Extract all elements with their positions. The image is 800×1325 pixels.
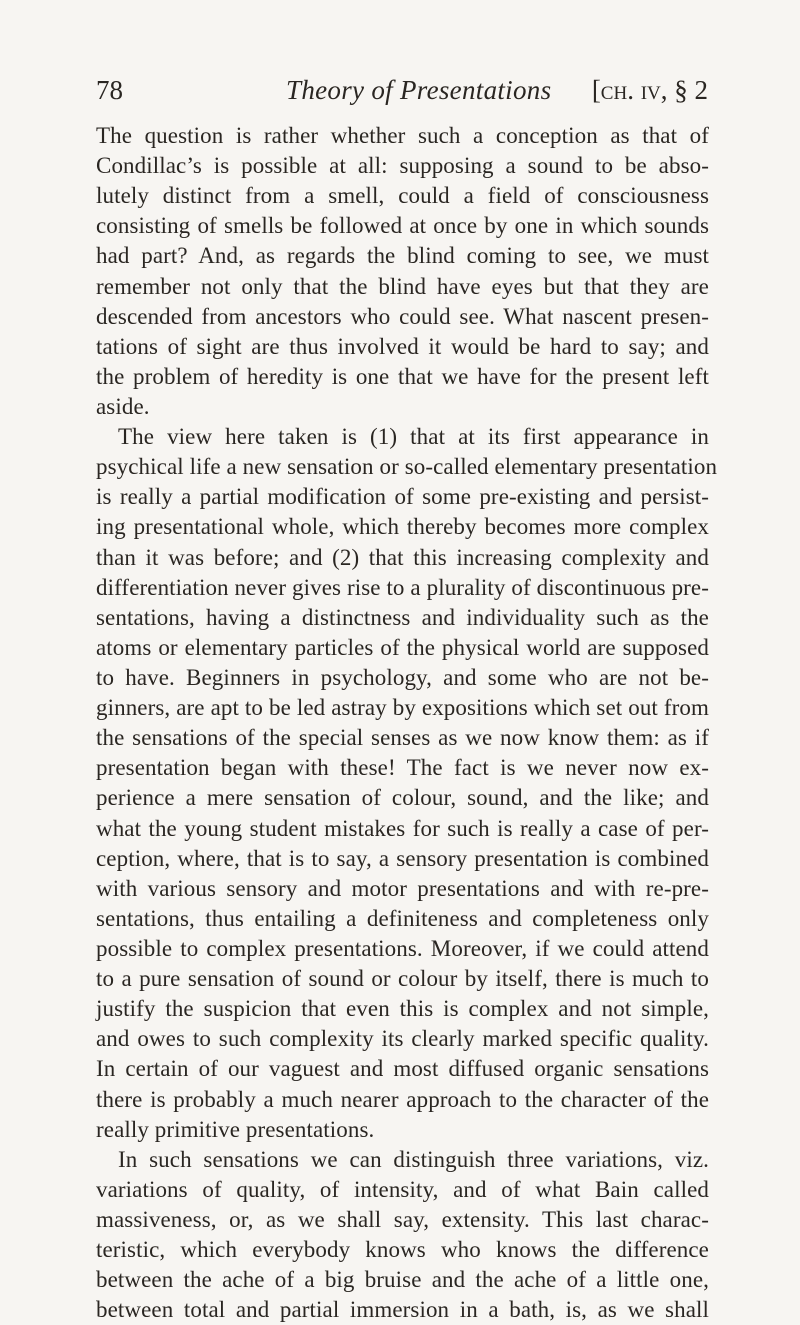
text-line: The question is rather whether such a conception as that of — [96, 123, 709, 148]
text-line: to a pure sensation of sound or colour by itself, there is much to — [96, 966, 709, 992]
text-line: descended from ancestors who could see. What nascent presen- — [96, 303, 709, 329]
running-header — [96, 70, 708, 110]
text-line: with various sensory and motor presentations and with re-pre- — [96, 875, 709, 901]
text-line: differentiation never gives rise to a plurality of discontinuous pre- — [96, 574, 709, 600]
text-line: what the young student mistakes for such is really a case of per- — [96, 815, 709, 841]
text-line: the problem of heredity is one that we have for the present left — [96, 363, 709, 389]
text-line: to have. Beginners in psychology, and some who are not be- — [96, 664, 709, 690]
text-line: variations of quality, of intensity, and of what Bain called — [96, 1176, 709, 1202]
text-line: aside. — [96, 393, 150, 419]
text-line: psychical life a new sensation or so-called elementary presentation — [96, 454, 718, 480]
text-line: perience a mere sensation of colour, sound, and the like; and — [96, 785, 709, 811]
text-line: had part? And, as regards the blind coming to see, we must — [96, 243, 709, 269]
text-line: massiveness, or, as we shall say, extensity. This last charac- — [96, 1206, 709, 1232]
text-line: Condillac’s is possible at all: supposing a sound to be abso- — [96, 153, 709, 179]
text-line: sentations, thus entailing a definiteness and completeness only — [96, 905, 709, 931]
chapter-reference: [ch. iv, § 2 — [591, 75, 708, 105]
text-line: In such sensations we can distinguish three variations, viz. — [118, 1146, 709, 1172]
text-line: really primitive presentations. — [96, 1116, 375, 1142]
running-title: Theory of Presentations — [286, 75, 552, 105]
text-line: consisting of smells be followed at once by one in which sounds — [96, 213, 709, 239]
text-line: tations of sight are thus involved it would be hard to say; and — [96, 333, 709, 359]
text-line: ception, where, that is to say, a sensory presentation is combined — [96, 845, 709, 871]
text-line: sentations, having a distinctness and individuality such as the — [96, 604, 709, 630]
text-line: The view here taken is (1) that at its first appearance in — [118, 424, 709, 450]
text-line: between total and partial immersion in a bath, is, as we shall — [96, 1297, 709, 1323]
text-line: possible to complex presentations. Moreover, if we could attend — [96, 935, 709, 961]
text-line: there is probably a much nearer approach to the character of the — [96, 1086, 709, 1112]
text-line: remember not only that the blind have eyes but that they are — [96, 273, 709, 299]
text-line: justify the suspicion that even this is complex and not simple, — [96, 996, 709, 1022]
text-line: between the ache of a big bruise and the ache of a little one, — [96, 1267, 709, 1293]
text-line: ing presentational whole, which thereby becomes more complex — [96, 514, 709, 540]
text-line: than it was before; and (2) that this increasing complexity and — [96, 544, 709, 570]
text-line: the sensations of the special senses as we now know them: as if — [96, 725, 709, 751]
text-line: atoms or elementary particles of the physical world are supposed — [96, 634, 709, 660]
text-line: In certain of our vaguest and most diffused organic sensations — [96, 1056, 709, 1082]
text-line: and owes to such complexity its clearly marked specific quality. — [96, 1026, 709, 1052]
text-line: is really a partial modification of some pre-existing and persist- — [96, 484, 709, 510]
text-line: ginners, are apt to be led astray by expositions which set out from — [96, 695, 709, 721]
text-line: presentation began with these! The fact is we never now ex- — [96, 755, 709, 781]
page-number: 78 — [96, 75, 123, 105]
body-text — [96, 121, 718, 1325]
text-line: lutely distinct from a smell, could a field of consciousness — [96, 183, 709, 209]
text-line: teristic, which everybody knows who knows the difference — [96, 1237, 709, 1263]
